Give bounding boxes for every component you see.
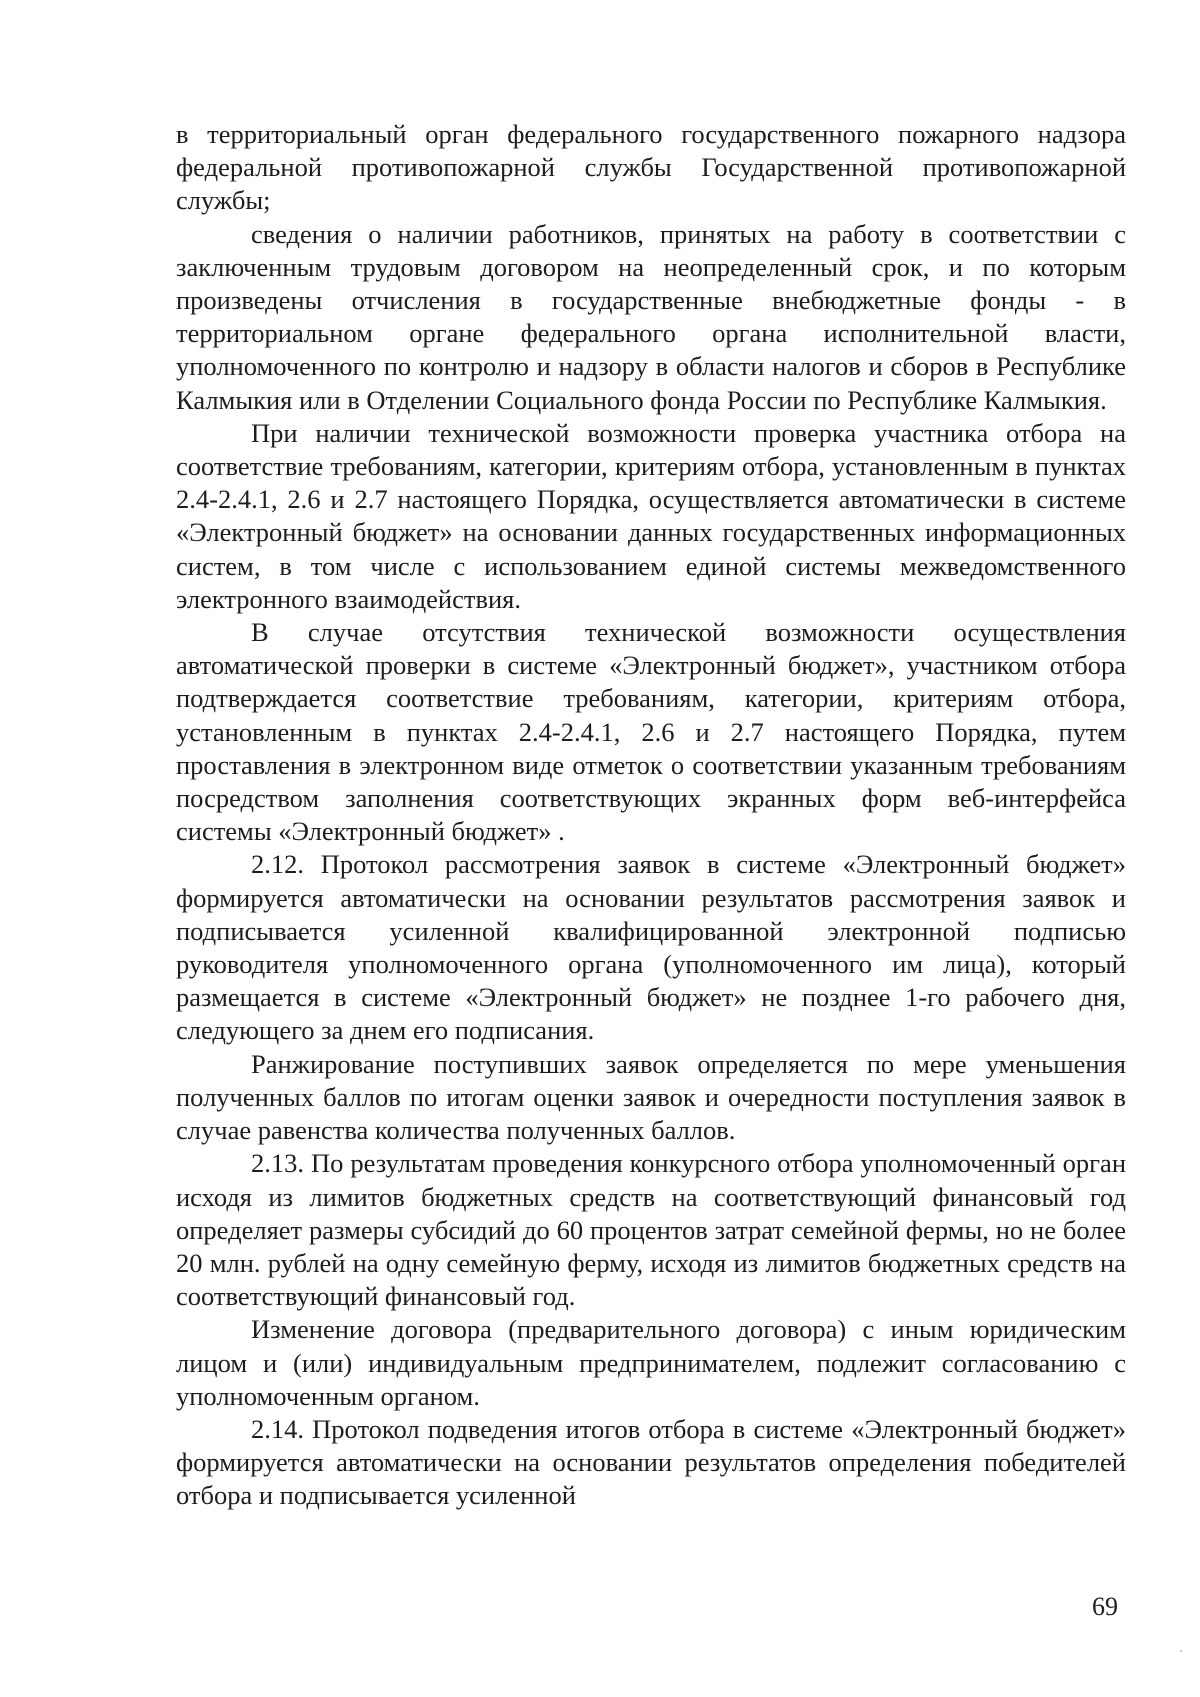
paragraph-application-ranking: Ранжирование поступивших заявок определяется по мере уменьшения полученных баллов по итогам оценки заявок и очередности поступления заявок в случае равенства количества полученных баллов. [176, 1048, 1126, 1146]
paragraph-contract-amendment: Изменение договора (предварительного договора) с иным юридическим лицом и (или) индивидуальным предпринимателем, подлежит согласованию с уполномоченным органом. [176, 1314, 1126, 1411]
paragraph-2-14-results-protocol: 2.14. Протокол подведения итогов отбора в системе «Электронный бюджет» формируется автоматически на основании результатов определения победителей отбора и подписывается усиленной [176, 1413, 1126, 1511]
scan-speck [1180, 1650, 1182, 1652]
paragraph-2-12-review-protocol: 2.12. Протокол рассмотрения заявок в системе «Электронный бюджет» формируется автоматически на основании результатов рассмотрения заявок и подписывается усиленной квалифицированной электронной подписью руководителя уполномоченного органа (уполномоченного им лица), который размещается в системе «Электронный бюджет» не позднее 1-го рабочего дня, следующего за днем его подписания. [176, 849, 1126, 1046]
page-number: 69 [1092, 1592, 1118, 1621]
paragraph-automatic-verification: При наличии технической возможности проверка участника отбора на соответствие требованиям, категории, критериям отбора, установленным в пунктах 2.4-2.4.1, 2.6 и 2.7 настоящего Порядка, осуществляется автоматически в системе «Электронный бюджет» на основании данных государственных информационных систем, в том числе с использованием единой системы межведомственного электронного взаимодействия. [176, 417, 1126, 614]
paragraph-2-13-subsidy-amounts: 2.13. По результатам проведения конкурсного отбора уполномоченный орган исходя из лимитов бюджетных средств на соответствующий финансовый год определяет размеры субсидий до 60 процентов затрат семейной фермы, но не более 20 млн. рублей на одну семейную ферму, исходя из лимитов бюджетных средств на соответствующий финансовый год. [176, 1148, 1126, 1312]
document-body [176, 118, 1126, 1513]
paragraph-manual-verification: В случае отсутствия технической возможности осуществления автоматической проверки в системе «Электронный бюджет», участником отбора подтверждается соответствие требованиям, категории, критериям отбора, установленным в пунктах 2.4-2.4.1, 2.6 и 2.7 настоящего Порядка, путем проставления в электронном виде отметок о соответствии указанным требованиям посредством заполнения соответствующих экранных форм веб-интерфейса системы «Электронный бюджет» . [176, 617, 1126, 847]
paragraph-employee-information: сведения о наличии работников, принятых на работу в соответствии с заключенным трудовым договором на неопределенный срок, и по которым произведены отчисления в государственные внебюджетные фонды - в территориальном органе федерального органа исполнительной власти, уполномоченного по контролю и надзору в области налогов и сборов в Республике Калмыкия или в Отделении Социального фонда России по Республике Калмыкия. [176, 218, 1126, 415]
paragraph-fire-supervision-authority: в территориальный орган федерального государственного пожарного надзора федеральной противопожарной службы Государственной противопожарной службы; [176, 119, 1126, 216]
